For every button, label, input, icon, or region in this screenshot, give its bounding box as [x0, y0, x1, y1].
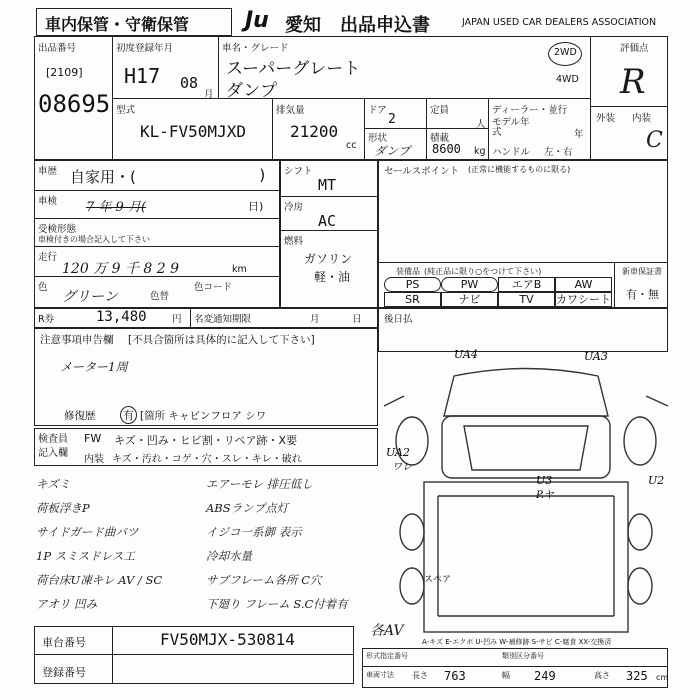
ac-value: AC [318, 212, 337, 230]
equipment-item: カワシート [556, 293, 611, 306]
remark-item: サイドガード曲バツ [36, 525, 139, 539]
reg-era: H17 [124, 64, 161, 88]
reg-label: 初度登録年月 [116, 43, 174, 54]
diag-spare: スペア [424, 575, 452, 585]
notes-label: 注意事項申告欄 [40, 334, 114, 346]
equipment-item: PS [384, 277, 441, 292]
dims-height-label: 高さ [594, 671, 610, 680]
load-value: 8600 [432, 142, 461, 156]
shape-label: 形状 [368, 133, 388, 144]
diag-ua2: UA2 [386, 446, 410, 459]
brand-name: 愛知 [285, 15, 321, 36]
disp-value: 21200 [290, 122, 339, 141]
color-change: 色替 [150, 291, 170, 302]
sales-label: セールスポイント [384, 166, 460, 177]
doors-label: ドア [368, 105, 387, 116]
history-value: 自家用・( [70, 168, 136, 186]
cap-unit: 人 [476, 119, 486, 130]
equipment-note: (純正品に限り○をつけて下さい) [424, 267, 542, 276]
remark-item: ABSランプ点灯 [206, 501, 289, 515]
regno-label: 登録番号 [42, 666, 86, 679]
shift-label: シフト [284, 166, 313, 177]
dims-cat-label: 類別区分番号 [502, 652, 544, 660]
load-label: 積載 [430, 133, 450, 144]
ju-logo: Ju [245, 8, 269, 33]
storage-text: 車内保管・守衛保管 [45, 15, 190, 34]
inspection-label: 車検 [38, 196, 58, 207]
legend: A-キズ E-エクボ U-凹み W-補修跡 S-サビ C-腐食 XX-交換済 [422, 638, 612, 646]
disp-unit: cc [346, 140, 357, 151]
doors-value: 2 [388, 112, 396, 127]
deadline-day: 日 [352, 314, 362, 325]
dims-width: 249 [534, 669, 556, 683]
dims-size-label: 車両寸法 [366, 671, 394, 679]
check-exterior: キズ・凹み・ヒビ割・リペア跡・X要 [114, 434, 298, 447]
document-title: 出品申込書 [340, 15, 430, 36]
notes-note: [不具合箇所は具体的に記入して下さい] [128, 334, 315, 346]
dims-height: 325 [626, 669, 648, 683]
check-interior: キズ・汚れ・コゲ・穴・スレ・キレ・破れ [112, 454, 302, 465]
rticket-label: R券 [38, 314, 55, 325]
diag-ua4: UA4 [454, 348, 478, 361]
color-value: グリーン [62, 289, 118, 305]
diag-ware: ワレ [392, 462, 412, 473]
diag-ua3: UA3 [584, 350, 608, 363]
history-label: 車歴 [38, 166, 58, 177]
remark-item: 冷却水量 [206, 549, 252, 563]
ext-label: 外装 [596, 113, 616, 124]
equipment-item: ナビ [441, 292, 498, 307]
mileage-value: 120 万 9 千 8 2 9 [62, 261, 180, 277]
received-sub: 車検付きの場合記入して下さい [38, 235, 150, 244]
load-unit: kg [474, 146, 486, 157]
dims-length: 763 [444, 669, 466, 683]
mileage-label: 走行 [38, 252, 58, 263]
model-value: KL-FV50MJXD [140, 122, 246, 141]
disp-label: 排気量 [276, 105, 305, 116]
score-label: 評価点 [620, 43, 649, 54]
remark-item: キズミ [36, 477, 71, 491]
drive-2wd: 2WD [554, 47, 577, 58]
drive-4wd: 4WD [556, 74, 579, 85]
remark-item: 荷板浮きP [36, 501, 90, 515]
remarks-area [34, 470, 378, 620]
name-line1: スーパーグレート [226, 59, 361, 79]
reg-month: 08 [180, 74, 199, 92]
equipment-item: SR [384, 292, 441, 307]
dims-length-label: 長さ [412, 671, 428, 680]
remark-item: 荷台床U凍キレ AV / SC [36, 573, 163, 587]
shape-value: ダンプ [374, 144, 411, 158]
color-code-label: 色コード [194, 282, 233, 293]
year-unit: 年 [574, 129, 584, 140]
ext-value: C [646, 128, 663, 153]
diag-each-av: 各AV [370, 623, 404, 639]
association-name: JAPAN USED CAR DEALERS ASSOCIATION [462, 17, 657, 28]
check-label: 検査員記入欄 [38, 434, 68, 459]
cap-label: 定員 [430, 105, 450, 116]
received-label: 受検形態 [38, 224, 77, 235]
rticket-value: 13,480 [96, 309, 147, 325]
warranty-opts: 有・無 [626, 288, 659, 301]
remark-item: エアーモレ 排圧低し [206, 477, 313, 491]
fuel-label: 燃料 [284, 236, 304, 247]
lot-number: 08695 [38, 90, 111, 118]
dims-width-label: 幅 [502, 671, 510, 680]
diag-u3: U3 [536, 474, 553, 487]
equipment-item: TV [498, 292, 555, 307]
rticket-unit: 円 [172, 314, 182, 325]
deadline-month: 月 [310, 314, 320, 325]
repair-label: 修復歴 [64, 410, 96, 422]
diag-u2: U2 [648, 474, 665, 487]
remark-item: 1P スミスドレス工 [36, 549, 135, 563]
name-label: 車名・グレード [222, 43, 289, 54]
equipment-item: AW [555, 277, 612, 292]
check-interior-label: 内装 [84, 454, 104, 465]
name-line2: ダンプ [226, 81, 278, 101]
diag-py: P.ヤ [536, 490, 554, 501]
handle-label: ハンドル [492, 147, 531, 158]
equipment-item: PW [441, 277, 498, 292]
notes-line1: メーター1周 [60, 360, 128, 374]
repair-value: 有 [120, 406, 137, 424]
inspection-day: 日) [248, 200, 264, 213]
deadline-label: 名変通知期限 [194, 314, 252, 325]
mileage-unit: km [232, 264, 247, 275]
dealer-label: ディーラー・並行 [492, 105, 568, 116]
chassis-label: 車台番号 [42, 636, 86, 649]
lot-small: [2109] [46, 66, 83, 79]
chassis-value: FV50MJX-530814 [160, 630, 295, 649]
shift-value: MT [318, 176, 337, 194]
equipment-item: エアB [498, 277, 555, 292]
check-fw: FW [84, 432, 102, 445]
equipment-grid [384, 277, 612, 307]
after-label: 後日払 [384, 314, 413, 325]
dims-unit: cm [656, 673, 669, 682]
inspection-value: 7 年 9 月( [86, 200, 147, 215]
warranty-label: 新車保証書 [622, 267, 662, 276]
int-label: 内装 [632, 113, 652, 124]
truck-diagram [384, 346, 668, 636]
fuel-value: ガソリン [304, 252, 353, 266]
ac-label: 冷房 [284, 202, 304, 213]
handle-opts: 左・右 [544, 147, 573, 158]
remark-item: 下廻り フレーム S.C付着有 [206, 597, 348, 611]
equipment-label: 装備品 [396, 267, 420, 276]
score-value: R [620, 62, 646, 102]
model-year-label: モデル年式 [492, 117, 530, 138]
remark-item: イジコ一系御 表示 [206, 525, 302, 539]
remark-item: アオリ 凹み [36, 597, 98, 611]
repair-detail: [箇所 キャビンフロア シワ [140, 410, 267, 422]
history-close: ) [258, 166, 268, 184]
sales-note: (正常に機能するものに限る) [468, 165, 571, 174]
storage-box [36, 8, 232, 36]
dims-label: 形式指定番号 [366, 652, 408, 660]
reg-month-unit: 月 [204, 89, 214, 100]
fuel-value2: 軽・油 [314, 270, 351, 284]
remark-item: サブフレーム各所 C穴 [206, 573, 322, 587]
model-label: 型式 [116, 105, 136, 116]
lot-label: 出品番号 [38, 43, 77, 54]
color-label: 色 [38, 282, 48, 293]
